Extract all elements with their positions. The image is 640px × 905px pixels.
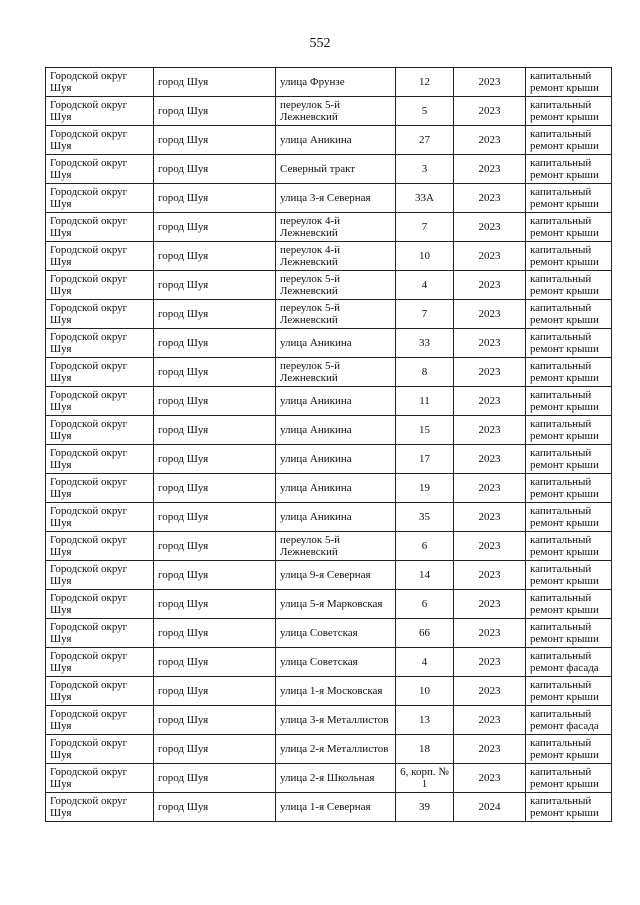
table-row [46, 503, 612, 532]
municipality-cell: Городской округ Шуя [46, 648, 154, 677]
table-row [46, 213, 612, 242]
house-number-cell: 17 [396, 445, 454, 474]
settlement-cell: город Шуя [154, 445, 276, 474]
settlement-cell: город Шуя [154, 155, 276, 184]
year-cell: 2023 [454, 677, 526, 706]
work-type-cell: капитальный ремонт крыши [526, 445, 612, 474]
table-row [46, 329, 612, 358]
work-type-cell: капитальный ремонт крыши [526, 387, 612, 416]
year-cell: 2023 [454, 126, 526, 155]
page-number: 552 [309, 36, 331, 51]
year-cell: 2023 [454, 155, 526, 184]
house-number-cell: 39 [396, 793, 454, 822]
house-number-cell: 4 [396, 271, 454, 300]
house-number-cell: 3 [396, 155, 454, 184]
table-row [46, 648, 612, 677]
street-cell: улица 1-я Московская [276, 677, 396, 706]
house-number-cell: 5 [396, 97, 454, 126]
municipality-cell: Городской округ Шуя [46, 735, 154, 764]
house-number-cell: 11 [396, 387, 454, 416]
house-number-cell: 14 [396, 561, 454, 590]
work-type-cell: капитальный ремонт крыши [526, 213, 612, 242]
table-row [46, 242, 612, 271]
municipality-cell: Городской округ Шуя [46, 445, 154, 474]
table-row [46, 793, 612, 822]
work-type-cell: капитальный ремонт крыши [526, 271, 612, 300]
year-cell: 2023 [454, 561, 526, 590]
year-cell: 2023 [454, 242, 526, 271]
municipality-cell: Городской округ Шуя [46, 184, 154, 213]
table-row [46, 97, 612, 126]
municipality-cell: Городской округ Шуя [46, 503, 154, 532]
settlement-cell: город Шуя [154, 68, 276, 97]
work-type-cell: капитальный ремонт крыши [526, 735, 612, 764]
work-type-cell: капитальный ремонт фасада [526, 648, 612, 677]
work-type-cell: капитальный ремонт крыши [526, 677, 612, 706]
settlement-cell: город Шуя [154, 619, 276, 648]
work-type-cell: капитальный ремонт крыши [526, 532, 612, 561]
year-cell: 2023 [454, 764, 526, 793]
settlement-cell: город Шуя [154, 416, 276, 445]
house-number-cell: 6 [396, 532, 454, 561]
table-row [46, 271, 612, 300]
table-row [46, 474, 612, 503]
settlement-cell: город Шуя [154, 126, 276, 155]
work-type-cell: капитальный ремонт крыши [526, 242, 612, 271]
settlement-cell: город Шуя [154, 387, 276, 416]
work-type-cell: капитальный ремонт крыши [526, 300, 612, 329]
house-number-cell: 33 [396, 329, 454, 358]
settlement-cell: город Шуя [154, 648, 276, 677]
street-cell: переулок 4-й Лежневский [276, 213, 396, 242]
year-cell: 2024 [454, 793, 526, 822]
house-number-cell: 33А [396, 184, 454, 213]
work-type-cell: капитальный ремонт крыши [526, 764, 612, 793]
work-type-cell: капитальный ремонт фасада [526, 706, 612, 735]
municipality-cell: Городской округ Шуя [46, 532, 154, 561]
house-number-cell: 13 [396, 706, 454, 735]
settlement-cell: город Шуя [154, 532, 276, 561]
house-number-cell: 19 [396, 474, 454, 503]
house-number-cell: 15 [396, 416, 454, 445]
table-row [46, 677, 612, 706]
street-cell: улица Аникина [276, 474, 396, 503]
house-number-cell: 27 [396, 126, 454, 155]
year-cell: 2023 [454, 97, 526, 126]
municipality-cell: Городской округ Шуя [46, 561, 154, 590]
street-cell: улица 3-я Северная [276, 184, 396, 213]
table-row [46, 532, 612, 561]
street-cell: улица Аникина [276, 329, 396, 358]
work-type-cell: капитальный ремонт крыши [526, 126, 612, 155]
settlement-cell: город Шуя [154, 329, 276, 358]
year-cell: 2023 [454, 358, 526, 387]
settlement-cell: город Шуя [154, 271, 276, 300]
municipality-cell: Городской округ Шуя [46, 213, 154, 242]
table-row [46, 155, 612, 184]
street-cell: Северный тракт [276, 155, 396, 184]
work-type-cell: капитальный ремонт крыши [526, 793, 612, 822]
street-cell: улица Аникина [276, 416, 396, 445]
settlement-cell: город Шуя [154, 764, 276, 793]
table-body [46, 68, 612, 822]
house-number-cell: 6 [396, 590, 454, 619]
house-number-cell: 66 [396, 619, 454, 648]
street-cell: переулок 5-й Лежневский [276, 300, 396, 329]
table-row [46, 387, 612, 416]
year-cell: 2023 [454, 445, 526, 474]
street-cell: улица Аникина [276, 503, 396, 532]
street-cell: улица Аникина [276, 387, 396, 416]
work-type-cell: капитальный ремонт крыши [526, 68, 612, 97]
municipality-cell: Городской округ Шуя [46, 764, 154, 793]
municipality-cell: Городской округ Шуя [46, 300, 154, 329]
work-type-cell: капитальный ремонт крыши [526, 329, 612, 358]
street-cell: улица 1-я Северная [276, 793, 396, 822]
table-row [46, 706, 612, 735]
municipality-cell: Городской округ Шуя [46, 68, 154, 97]
year-cell: 2023 [454, 590, 526, 619]
municipality-cell: Городской округ Шуя [46, 619, 154, 648]
street-cell: переулок 5-й Лежневский [276, 532, 396, 561]
table-row [46, 619, 612, 648]
settlement-cell: город Шуя [154, 677, 276, 706]
year-cell: 2023 [454, 184, 526, 213]
municipality-cell: Городской округ Шуя [46, 242, 154, 271]
year-cell: 2023 [454, 387, 526, 416]
year-cell: 2023 [454, 416, 526, 445]
municipality-cell: Городской округ Шуя [46, 97, 154, 126]
year-cell: 2023 [454, 503, 526, 532]
table-row [46, 764, 612, 793]
municipality-cell: Городской округ Шуя [46, 590, 154, 619]
work-type-cell: капитальный ремонт крыши [526, 619, 612, 648]
year-cell: 2023 [454, 532, 526, 561]
municipality-cell: Городской округ Шуя [46, 387, 154, 416]
table-row [46, 445, 612, 474]
year-cell: 2023 [454, 619, 526, 648]
work-type-cell: капитальный ремонт крыши [526, 416, 612, 445]
house-number-cell: 6, корп. № 1 [396, 764, 454, 793]
municipality-cell: Городской округ Шуя [46, 416, 154, 445]
house-number-cell: 10 [396, 677, 454, 706]
street-cell: переулок 4-й Лежневский [276, 242, 396, 271]
municipality-cell: Городской округ Шуя [46, 358, 154, 387]
street-cell: переулок 5-й Лежневский [276, 271, 396, 300]
settlement-cell: город Шуя [154, 793, 276, 822]
work-type-cell: капитальный ремонт крыши [526, 358, 612, 387]
year-cell: 2023 [454, 68, 526, 97]
table-row [46, 358, 612, 387]
settlement-cell: город Шуя [154, 474, 276, 503]
work-type-cell: капитальный ремонт крыши [526, 474, 612, 503]
repair-schedule-table [45, 67, 612, 822]
municipality-cell: Городской округ Шуя [46, 155, 154, 184]
settlement-cell: город Шуя [154, 184, 276, 213]
year-cell: 2023 [454, 648, 526, 677]
settlement-cell: город Шуя [154, 706, 276, 735]
work-type-cell: капитальный ремонт крыши [526, 590, 612, 619]
municipality-cell: Городской округ Шуя [46, 793, 154, 822]
street-cell: переулок 5-й Лежневский [276, 97, 396, 126]
municipality-cell: Городской округ Шуя [46, 271, 154, 300]
house-number-cell: 7 [396, 300, 454, 329]
year-cell: 2023 [454, 329, 526, 358]
settlement-cell: город Шуя [154, 242, 276, 271]
table-row [46, 300, 612, 329]
year-cell: 2023 [454, 300, 526, 329]
work-type-cell: капитальный ремонт крыши [526, 155, 612, 184]
municipality-cell: Городской округ Шуя [46, 677, 154, 706]
municipality-cell: Городской округ Шуя [46, 474, 154, 503]
work-type-cell: капитальный ремонт крыши [526, 184, 612, 213]
municipality-cell: Городской округ Шуя [46, 706, 154, 735]
house-number-cell: 18 [396, 735, 454, 764]
table-row [46, 126, 612, 155]
settlement-cell: город Шуя [154, 300, 276, 329]
street-cell: улица Аникина [276, 126, 396, 155]
table-row [46, 184, 612, 213]
municipality-cell: Городской округ Шуя [46, 126, 154, 155]
work-type-cell: капитальный ремонт крыши [526, 503, 612, 532]
street-cell: улица Советская [276, 648, 396, 677]
street-cell: улица 5-я Марковская [276, 590, 396, 619]
table-row [46, 68, 612, 97]
house-number-cell: 7 [396, 213, 454, 242]
street-cell: улица Аникина [276, 445, 396, 474]
street-cell: переулок 5-й Лежневский [276, 358, 396, 387]
year-cell: 2023 [454, 213, 526, 242]
settlement-cell: город Шуя [154, 561, 276, 590]
settlement-cell: город Шуя [154, 503, 276, 532]
table-row [46, 590, 612, 619]
municipality-cell: Городской округ Шуя [46, 329, 154, 358]
street-cell: улица Советская [276, 619, 396, 648]
street-cell: улица 2-я Школьная [276, 764, 396, 793]
street-cell: улица 9-я Северная [276, 561, 396, 590]
table-row [46, 561, 612, 590]
settlement-cell: город Шуя [154, 97, 276, 126]
work-type-cell: капитальный ремонт крыши [526, 561, 612, 590]
year-cell: 2023 [454, 271, 526, 300]
house-number-cell: 12 [396, 68, 454, 97]
house-number-cell: 10 [396, 242, 454, 271]
settlement-cell: город Шуя [154, 358, 276, 387]
year-cell: 2023 [454, 474, 526, 503]
settlement-cell: город Шуя [154, 590, 276, 619]
year-cell: 2023 [454, 735, 526, 764]
work-type-cell: капитальный ремонт крыши [526, 97, 612, 126]
house-number-cell: 4 [396, 648, 454, 677]
house-number-cell: 8 [396, 358, 454, 387]
year-cell: 2023 [454, 706, 526, 735]
house-number-cell: 35 [396, 503, 454, 532]
street-cell: улица 2-я Металлистов [276, 735, 396, 764]
settlement-cell: город Шуя [154, 213, 276, 242]
table-row [46, 416, 612, 445]
street-cell: улица 3-я Металлистов [276, 706, 396, 735]
table-row [46, 735, 612, 764]
street-cell: улица Фрунзе [276, 68, 396, 97]
settlement-cell: город Шуя [154, 735, 276, 764]
